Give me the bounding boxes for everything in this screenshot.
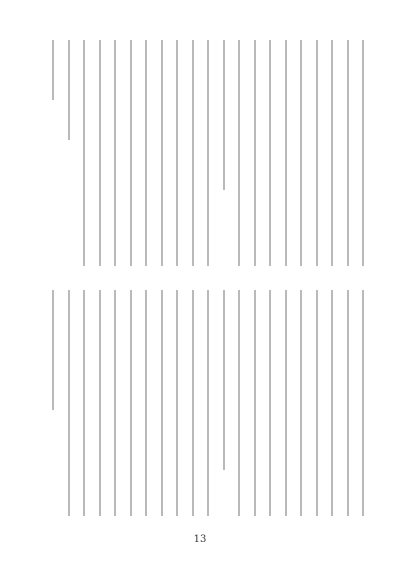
text-line-placeholder	[99, 290, 101, 516]
text-line-placeholder	[285, 290, 287, 516]
text-line-placeholder	[192, 290, 194, 516]
vertical-text-block-top	[30, 40, 364, 266]
vertical-text-block-bottom	[30, 290, 364, 516]
text-line-placeholder	[316, 290, 318, 516]
text-line-placeholder	[347, 40, 349, 266]
text-line-placeholder	[130, 290, 132, 516]
text-line-placeholder	[223, 40, 225, 190]
text-line-placeholder	[114, 290, 116, 516]
text-line-placeholder	[300, 290, 302, 516]
text-line-placeholder	[362, 40, 364, 266]
text-line-placeholder	[254, 40, 256, 266]
text-line-placeholder	[238, 40, 240, 266]
text-line-placeholder	[331, 40, 333, 266]
text-line-placeholder	[207, 40, 209, 266]
text-line-placeholder	[83, 40, 85, 266]
text-line-placeholder	[300, 40, 302, 266]
text-line-placeholder	[362, 290, 364, 516]
text-line-placeholder	[114, 40, 116, 266]
text-line-placeholder	[269, 40, 271, 266]
text-line-placeholder	[52, 40, 54, 100]
text-line-placeholder	[52, 290, 54, 410]
text-line-placeholder	[238, 290, 240, 516]
text-line-placeholder	[316, 40, 318, 266]
page-number: 13	[193, 534, 207, 545]
text-line-placeholder	[207, 290, 209, 516]
text-line-placeholder	[269, 290, 271, 516]
text-line-placeholder	[130, 40, 132, 266]
text-line-placeholder	[161, 290, 163, 516]
text-line-placeholder	[254, 290, 256, 516]
text-line-placeholder	[68, 40, 70, 140]
text-line-placeholder	[99, 40, 101, 266]
text-line-placeholder	[192, 40, 194, 266]
text-line-placeholder	[285, 40, 287, 266]
text-line-placeholder	[161, 40, 163, 266]
text-line-placeholder	[347, 290, 349, 516]
text-line-placeholder	[223, 290, 225, 470]
text-line-placeholder	[331, 290, 333, 516]
text-line-placeholder	[176, 40, 178, 266]
text-line-placeholder	[145, 40, 147, 266]
text-line-placeholder	[83, 290, 85, 516]
text-line-placeholder	[145, 290, 147, 516]
text-line-placeholder	[68, 290, 70, 516]
text-line-placeholder	[176, 290, 178, 516]
